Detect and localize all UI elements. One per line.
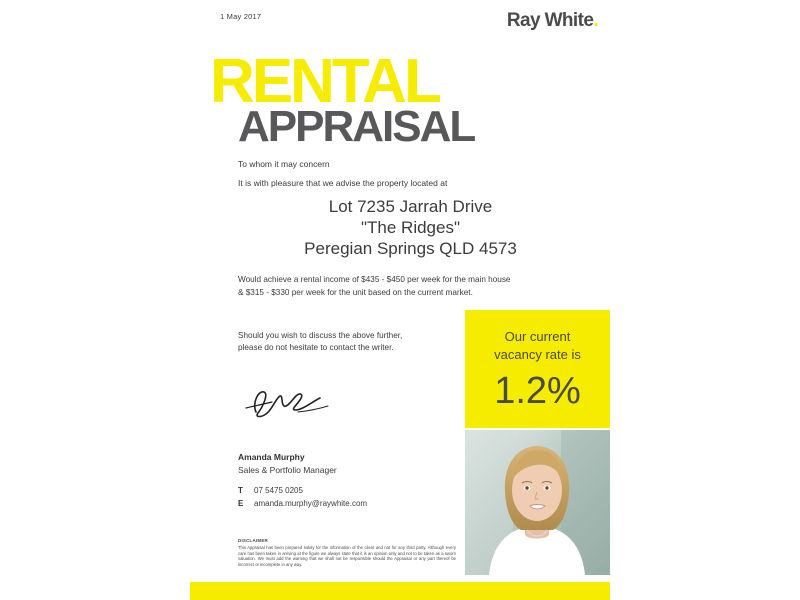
salutation: To whom it may concern <box>238 159 330 169</box>
rental-income-line-1: Would achieve a rental income of $435 - $450 per week for the main house <box>238 275 511 284</box>
vacancy-label-line-2: vacancy rate is <box>494 347 581 362</box>
document-sheet <box>190 0 610 600</box>
brand-name: Ray White <box>506 10 594 31</box>
agent-email-row <box>238 499 367 508</box>
agent-portrait-photo <box>465 430 610 575</box>
vacancy-rate-value: 1.2% <box>494 370 581 412</box>
vacancy-label-line-1: Our current <box>504 329 571 344</box>
footer-yellow-bar <box>190 582 610 600</box>
rental-income-statement <box>238 273 588 299</box>
signature-image <box>238 382 348 422</box>
agent-role: Sales & Portfolio Manager <box>238 465 337 475</box>
address-line-2: "The Ridges" <box>360 218 460 237</box>
headline-rental: RENTAL <box>210 47 439 116</box>
address-line-3: Peregian Springs QLD 4573 <box>304 239 517 258</box>
agent-email[interactable]: amanda.murphy@raywhite.com <box>254 499 368 508</box>
vacancy-label <box>465 328 610 364</box>
headline-appraisal: APPRAISAL <box>238 102 475 151</box>
raywhite-logo <box>507 10 598 32</box>
rental-income-line-2: & $315 - $330 per week for the unit based on the current market. <box>238 288 473 297</box>
disclaimer-title: DISCLAIMER <box>238 538 268 543</box>
address-line-1: Lot 7235 Jarrah Drive <box>328 197 493 216</box>
disclaimer-body: This Appraisal has been prepared solely for the information of the client and not for any third party. Although every care has been taken in arriving at the figure we always state that it is an opinion only and not to be taken as a sworn valuation. We must add the warning that we shall not be responsible should the Appraisal or any part thereof be incorrect or incomplete in any way. <box>238 545 456 567</box>
brand-dot: . <box>593 10 598 31</box>
phone-label: T <box>238 486 243 495</box>
agent-phone: 07 5475 0205 <box>254 486 303 495</box>
vacancy-rate-callout <box>465 310 610 428</box>
email-label: E <box>238 499 244 508</box>
agent-name: Amanda Murphy <box>238 452 305 462</box>
intro-text: It is with pleasure that we advise the property located at <box>238 178 448 188</box>
agent-phone-row <box>238 486 303 495</box>
closing-text: Should you wish to discuss the above further, please do not hesitate to contact the writer. <box>238 331 403 352</box>
document-date: 1 May 2017 <box>220 12 262 21</box>
property-address <box>238 196 583 259</box>
